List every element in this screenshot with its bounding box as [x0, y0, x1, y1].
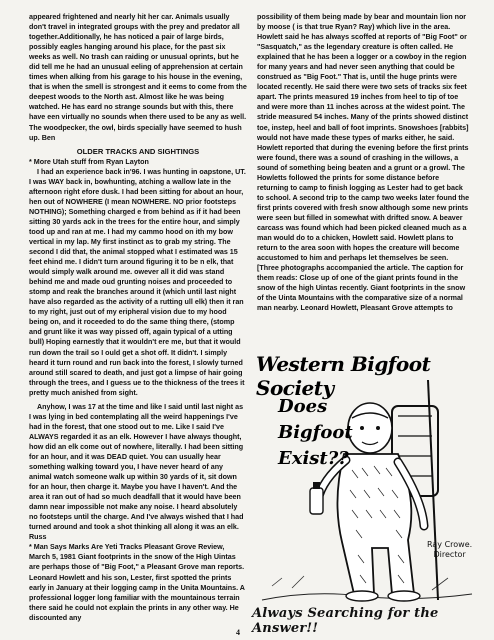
- society-title: Western Bigfoot Society: [256, 352, 431, 400]
- news-paragraph: * Man Says Marks Are Yeti Tracks Pleasant Grove Review, March 5, 1981 Giant footprints in the snow of the High Uintas are perhaps those of "Big Foot," a Pleasant Grove man reports. Leonard Howlett and his son, Lester, first spotted the prints early in January at their logging camp in the Unita Mountains. A professional logger long familiar with the mountainous terrain there said he could not explain the prints in any other way. He discounted any: [29, 543, 245, 622]
- director-role: Director: [433, 550, 466, 559]
- continuation-paragraph: possibility of them being made by bear and mountain lion nor by moose ( is that true Ryan? Ray) which live in the area. Howlett said he has always scoffed at reports of "Big Foot" or "Sasquatch," as the legendary creature is often called. He explained that he has been a logger or a cowboy in the region for many years and had never seen anything that could be construed as "Big Foot." That is, until the huge prints were located recently. He said there were two sets of tracks six feet apart. The prints measured 19 inches from heel to tip of toe and were more than 11 inches across at the widest point. The stride measured 54 inches. Many of the prints showed distinct toe, instep, heel and ball of foot imprints. Snowshoes [rabbits] would not have made these types of marks either, he said. Howlett reported that during the evening before the first prints were found, there was a sound of crashing in the willows, a sound of something being beaten and a grunt or a growl. The Howletts followed the prints for some distance before returning to camp to finish logging as Lester had to get back to school. A second trip to the camp two weeks later found the first prints covered with fresh snow although some new prints were seen but filled in somewhat with drifted snow. A beaver carcass was found which had been picked cleaned much as a man would do to a chicken, Howlett said. Howlett plans to return to the area soon with hopes the creature will become accustomed to him and perhaps let themselves be seen. [Three photographs accompanied the article. The caption for them reads: Close up of one of the giant prints found in the snow of the high Uintas recently. Giant footprints in the snow of the Uinta Mountains with the comparative size of a normal man nearby. Leonard Howlett, Pleasant Grove attempts to: [257, 13, 470, 313]
- question-line-2: Bigfoot: [278, 422, 353, 443]
- second-paragraph: Anyhow, I was 17 at the time and like I said until last night as I was lying in bed contemplating all the weird happenings I've had in the forest, that one stood out to me. Like I said I've ALWAYS regarded it as an elk. However I have always thought, how did an elk come out of nowhere, literally. I had been sitting for an hour, and it was DEAD quiet. You can usually hear something walking toward you, I have never heard of any animal watch someone walk up within 30 yards of it, sit down for an hour, then charge it. Maybe you have I haven't. And the area it ran out of had so much deadfall that it would have been damn near impossible not make any noise. I heard absolutely no footsteps until the charge. And I've always wished that I had turned around and took a shot thinking all along it was an elk. Russ: [29, 402, 244, 542]
- bigfoot-illustration: [252, 350, 478, 636]
- director-credit: [427, 540, 472, 560]
- section-subheading: * More Utah stuff from Ryan Layton: [29, 157, 149, 166]
- director-name: Ray Crowe.: [427, 540, 473, 549]
- left-column: [29, 12, 247, 632]
- section-heading: OLDER TRACKS AND SIGHTINGS: [76, 146, 200, 156]
- right-column: [257, 12, 471, 352]
- story-paragraph: I had an experience back in'96. I was hunting in oapstone, UT. I was WAY back in, bowhunting, atching a wallow late in the afternoon right efore dusk. I had been sitting for about an hour, hen out of NOWHERE (I mean NOWHERE. NO prior footsteps NOTHING); Something charged e from behind as if it had been sitting 30 yards ack in the trees for the entire hour, and simply tood up and ran at me. I had my cammo hood on ith my bow vertical in my lap. My first instinct as to grab my string. The second I did that, the animal stopped what I estimated was 15 feet ehind me. I didn't turn around figuring it to be n elk, that would simply walk around me. owever all it did was stand behind me and made oud grunting noises and proceeded to stomp and reak the branches around it (which until last night have also regarded as the activity of a rutting ull elk) then it ran to my right, just out of my eripheral vision due to my hood being on, and it roceeded to do the same thing there, (stomp and grunt like it was way pissed off, again typical of a utting bull) Hoping earnestly that it wouldn't ere me, but that it would run down the trail so I ould get a shot off. It didn't. I simply heard it turn round and run back into the forest, I slowly turned around still scared to death, and just got a limpse of hair going through the trees, and I guess ue to the thickness of the trees it pretty much anished from sight.: [29, 167, 246, 397]
- question-line-1: Does: [278, 396, 328, 417]
- society-slogan: Always Searching for the Answer!!: [252, 606, 439, 636]
- intro-paragraph: appeared frightened and nearly hit her car. Animals usually don't travel in integrated groups with the prey and predator all together.Additionally, he has noticed a pair of large birds, possibly eagles hanging around his place, for the past six weeks as well. No trash can raiding or unusual oprints, but he did tell me he had an unusual eeling of apprehension at certain times when alking from his garage to his house in the evening, that is when the smell is strongest and it eems to come from the deepest woods to the North ast. Almost like he was being watched. He has eard no strange sounds but with this, there have een virtually no sounds when there used to be any as well. The woodpecker, the owl, birds specially have seemed to hush up. Ben: [29, 13, 247, 142]
- question-line-3: Exist??: [278, 448, 349, 469]
- page-number: 4: [236, 628, 240, 637]
